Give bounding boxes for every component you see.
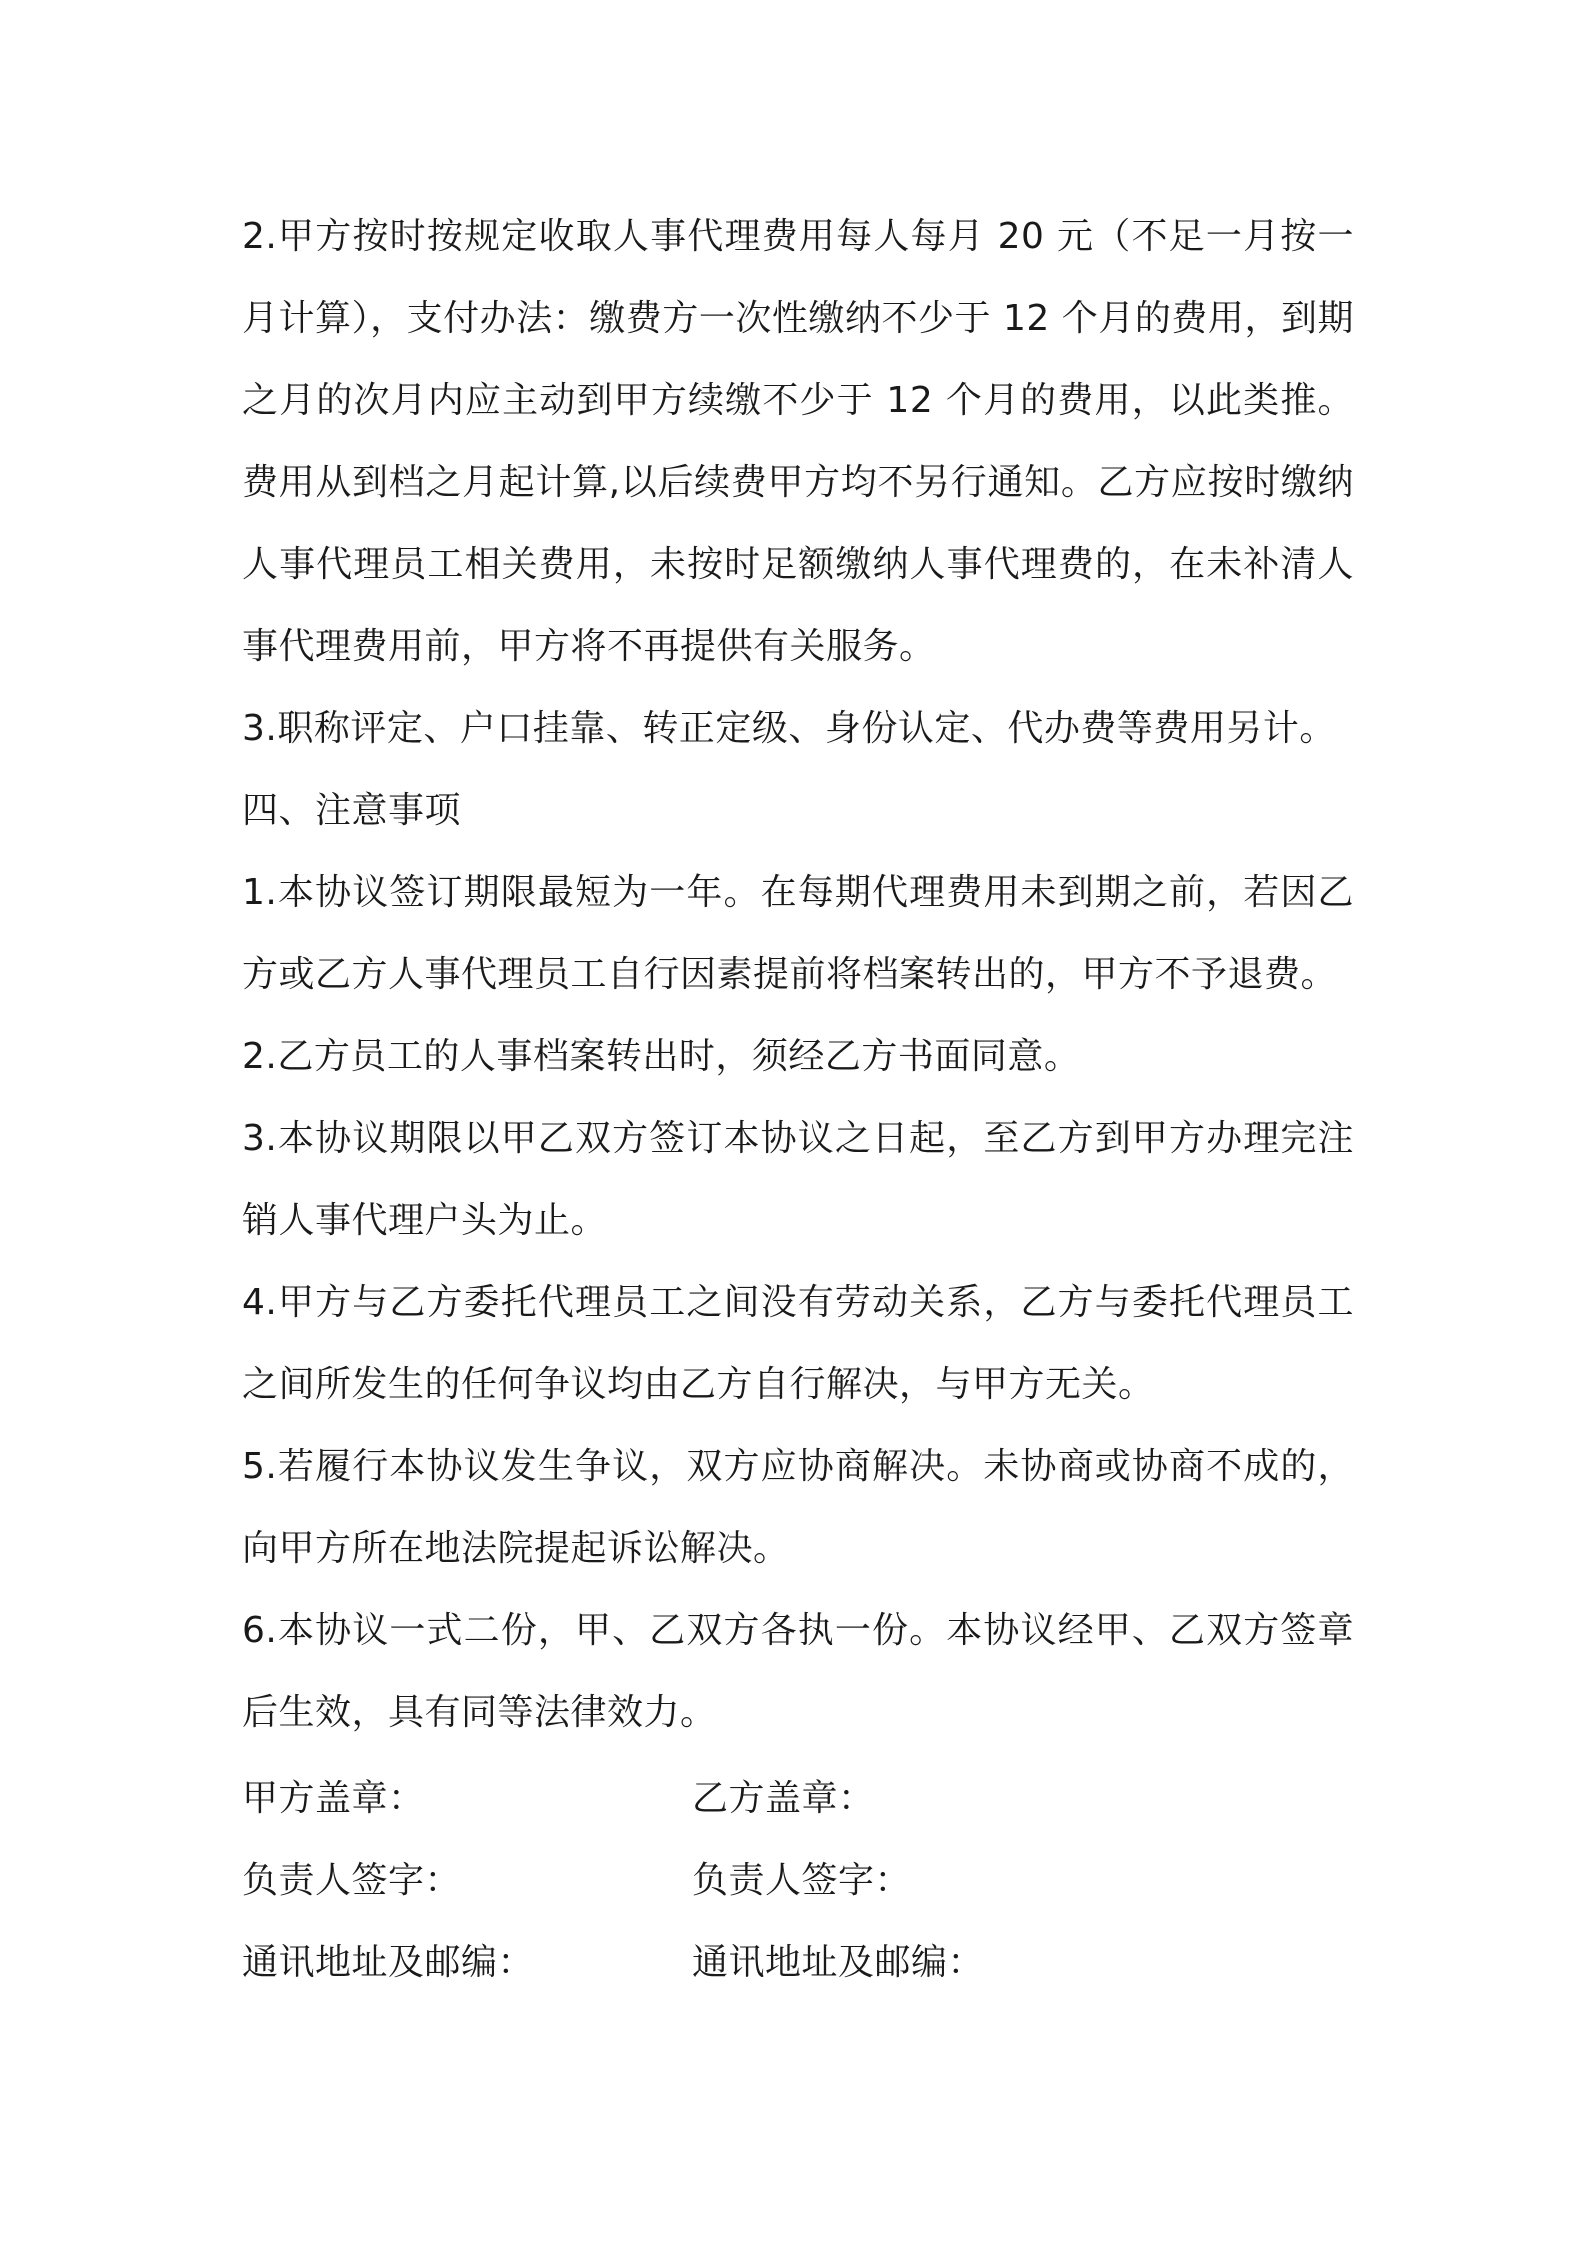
signature-row-sign: [242, 1836, 1354, 1918]
party-a-seal-label: 甲方盖章：: [242, 1777, 425, 1819]
signature-block: [242, 1754, 1354, 2000]
note-2-transfer: 2.乙方员工的人事档案转出时，须经乙方书面同意。: [242, 1036, 1081, 1077]
party-b-seal-label: 乙方盖章：: [692, 1777, 875, 1819]
note-1-term: 1.本协议签订期限最短为一年。在每期代理费用未到期之前，若因乙方或乙方人事代理员工自行因素提前将档案转出的，甲方不予退费。: [242, 872, 1354, 995]
clause-fee-payment: 2.甲方按时按规定收取人事代理费用每人每月 20 元（不足一月按一月计算），支付办法：缴费方一次性缴纳不少于 12 个月的费用，到期之月的次月内应主动到甲方续缴不少于 12 个月的费用，以此类推。费用从到档之月起计算,以后续费甲方均不另行通知。乙方应按时缴纳人事代理员工相关费用，未按时足额缴纳人事代理费的，在未补清人事代理费用前，甲方将不再提供有关服务。: [242, 216, 1354, 667]
note-4-relationship: 4.甲方与乙方委托代理员工之间没有劳动关系，乙方与委托代理员工之间所发生的任何争议均由乙方自行解决，与甲方无关。: [242, 1282, 1354, 1405]
document-body: [242, 196, 1354, 2000]
signature-row-address: [242, 1918, 1354, 2000]
clause-extra-fees: 3.职称评定、户口挂靠、转正定级、身份认定、代办费等费用另计。: [242, 708, 1336, 749]
note-5-dispute: 5.若履行本协议发生争议，双方应协商解决。未协商或协商不成的，向甲方所在地法院提起诉讼解决。: [242, 1446, 1354, 1569]
note-3-period: 3.本协议期限以甲乙双方签订本协议之日起，至乙方到甲方办理完注销人事代理户头为止。: [242, 1118, 1354, 1241]
signature-row-seal: [242, 1754, 1354, 1836]
party-a-address-label: 通讯地址及邮编：: [242, 1941, 535, 1983]
section-heading-notes: 四、注意事项: [242, 790, 462, 831]
party-a-sign-label: 负责人签字：: [242, 1859, 462, 1901]
note-6-copies: 6.本协议一式二份，甲、乙双方各执一份。本协议经甲、乙双方签章后生效，具有同等法律效力。: [242, 1610, 1354, 1733]
party-b-sign-label: 负责人签字：: [692, 1859, 912, 1901]
party-b-address-label: 通讯地址及邮编：: [692, 1941, 985, 1983]
